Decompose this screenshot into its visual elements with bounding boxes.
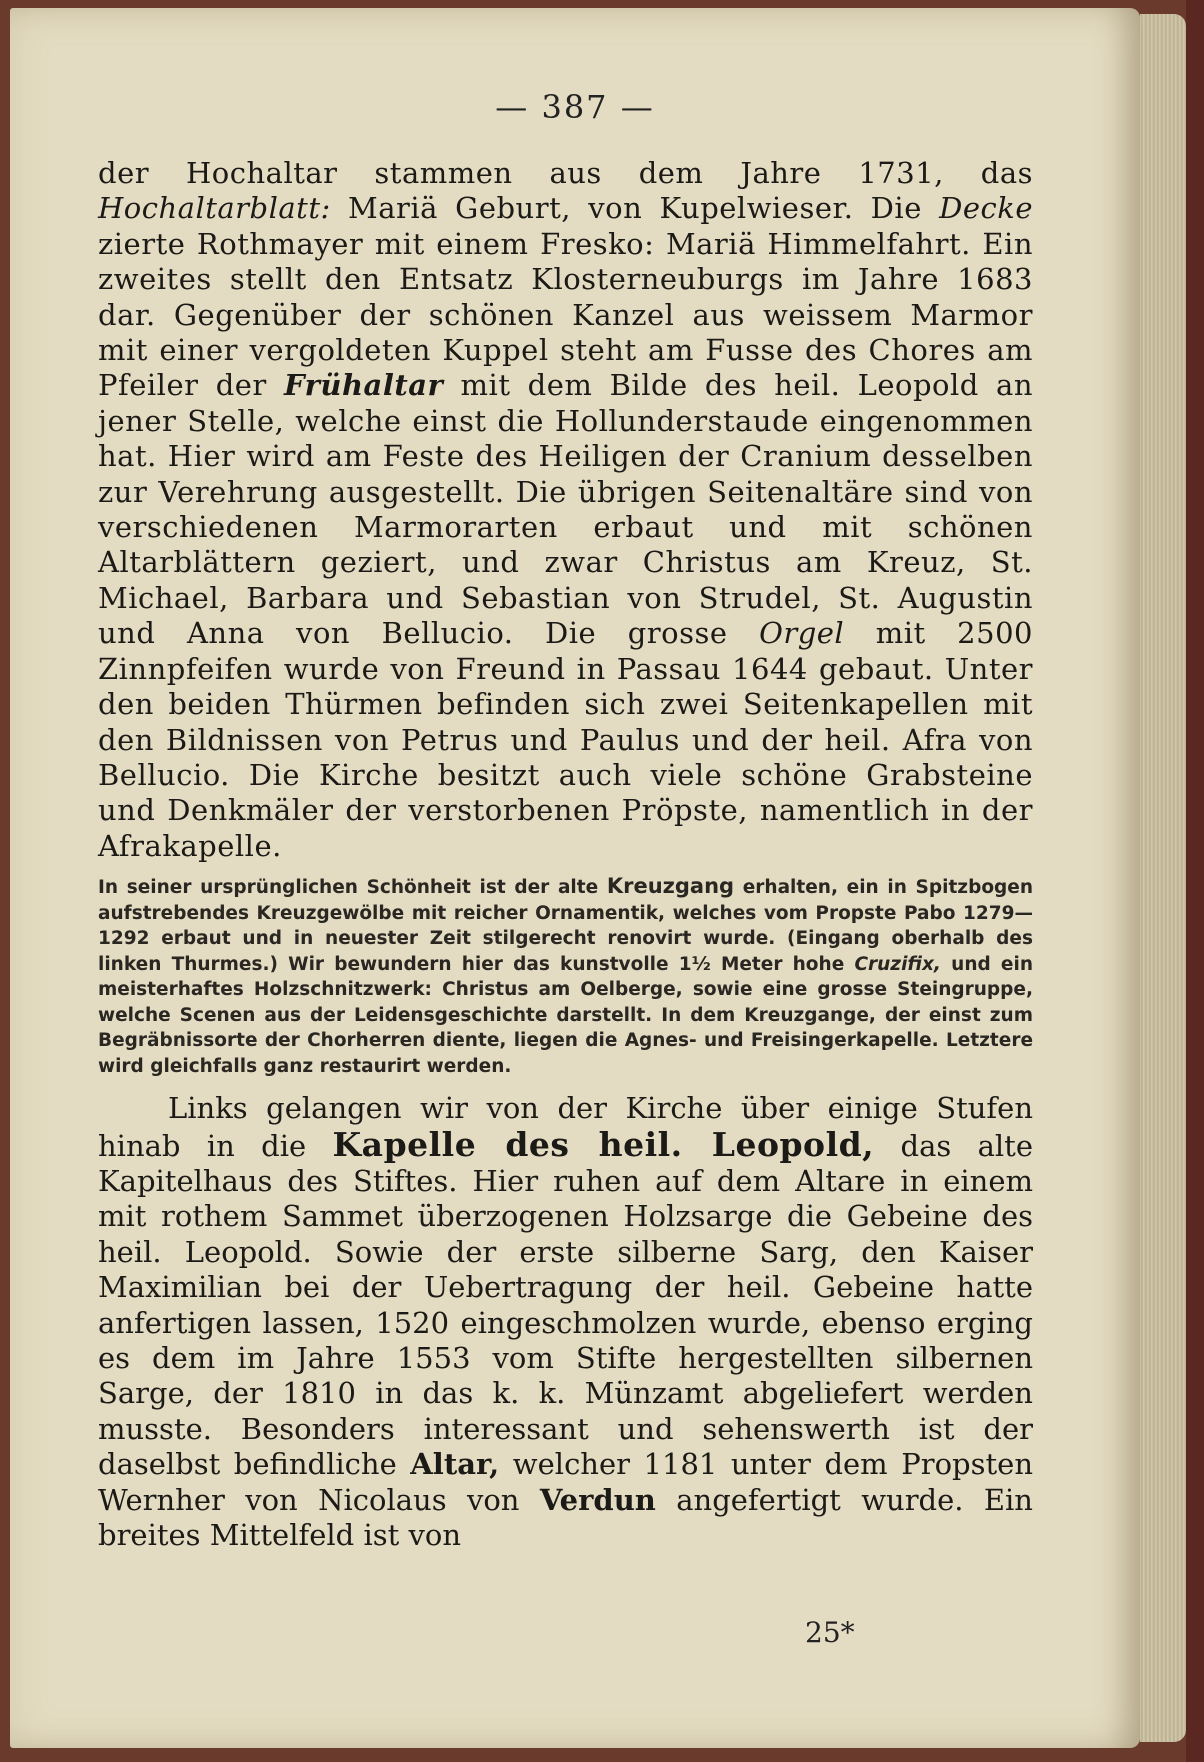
text-block xyxy=(98,156,1033,1553)
italic-term-hochaltarblatt: Hochaltarblatt: xyxy=(98,191,331,226)
bold-term-verdun: Verdun xyxy=(539,1482,656,1517)
book-cover-edge xyxy=(1186,0,1204,1762)
text-run: mit dem Bilde des heil. Leopold an jener Stelle, welche einst die Hollunderstaude eingenommen hat. Hier wird am Feste des Heiligen der Cranium desselben zur Verehrung ausgestellt. Die übrigen Seitenaltäre sind von verschiedenen Marmorarten erbaut und mit schönen Altarblättern geziert, und zwar Christus am Kreuz, St. Michael, Barbara und Sebastian von Strudel, St. Augustin und Anna von Bellucio. Die grosse xyxy=(98,368,1033,651)
italic-term-fruehaltar: Frühaltar xyxy=(284,368,444,403)
text-run: erhalten, ein in Spitzbogen aufstrebendes Kreuzgewölbe mit reicher Ornamentik, welches vom Propste Pabo 1279—1292 erbaut und in neuester Zeit stilgerecht renovirt wurde. (Eingang oberhalb des linken Thurmes.) Wir bewundern hier das kunstvolle 1½ Meter hohe xyxy=(98,877,1033,975)
italic-term-orgel: Orgel xyxy=(759,616,845,651)
text-run: angefertigt wurde. Ein breites Mittelfeld ist von xyxy=(98,1482,1033,1552)
bold-term-kreuzgang: Kreuzgang xyxy=(606,874,735,899)
page-number: — 387 — xyxy=(495,88,655,126)
text-run: zierte Rothmayer mit einem Fresko: Mariä Himmelfahrt. Ein zweites stellt den Entsatz Klosterneuburgs im Jahre 1683 dar. Gegenüber der schönen Kanzel aus weissem Marmor mit einer vergoldeten Kuppel steht am Fusse des Chores am Pfeiler der xyxy=(98,226,1033,403)
text-run: das alte Kapitelhaus des Stiftes. Hier ruhen auf dem Altare in einem mit rothem Sammet überzogenen Holzsarge die Gebeine des heil. Leopold. Sowie der erste silberne Sarg, den Kaiser Maximilian bei der Uebertragung der heil. Gebeine hatte anfertigen lassen, 1520 eingeschmolzen wurde, ebenso erging es dem im Jahre 1553 vom Stifte hergestellten silbernen Sarge, der 1810 in das k. k. Münzamt abgeliefert werden musste. Besonders interessant und sehenswerth ist der daselbst befindliche xyxy=(98,1128,1033,1482)
page-edges xyxy=(1140,14,1186,1742)
text-run: welcher 1181 unter dem Propsten Wernher von Nicolaus von xyxy=(98,1447,1033,1517)
italic-term-cruzifix: Cruzifix, xyxy=(854,953,941,975)
bold-term-kapelle: Kapelle des heil. Leopold, xyxy=(332,1124,875,1164)
text-run: mit 2500 Zinnpfeifen wurde von Freund in Passau 1644 gebaut. Unter den beiden Thürmen befinden sich zwei Seitenkapellen mit den Bildnissen von Petrus und Paulus und der heil. Afra von Bellucio. Die Kirche besitzt auch viele schöne Grabsteine und Denkmäler der verstorbenen Pröpste, namentlich in der Afrakapelle. xyxy=(98,616,1033,863)
text-run: In seiner ursprünglichen Schönheit ist der alte xyxy=(98,877,607,899)
smallprint-kreuzgang xyxy=(98,874,1033,1079)
signature-mark: 25* xyxy=(805,1616,855,1649)
text-run: Links gelangen wir von der Kirche über einige Stufen hinab in die xyxy=(98,1091,1033,1163)
text-run: der Hochaltar stammen aus dem Jahre 1731, das xyxy=(98,156,1033,190)
text-run: Mariä Geburt, von Kupelwieser. Die xyxy=(330,191,940,226)
book-page xyxy=(10,8,1140,1748)
paragraph-church-interior xyxy=(98,156,1033,864)
text-run: und ein meisterhaftes Holzschnitzwerk: Christus am Oelberge, sowie eine grosse Steingruppe, welche Scenen aus der Leidensgeschichte darstellt. In dem Kreuzgange, der einst zum Begräbnissorte der Chorherren diente, liegen die Agnes- und Freisingerkapelle. Letztere wird gleichfalls ganz restaurirt werden. xyxy=(98,953,1033,1077)
paragraph-kapelle-leopold xyxy=(98,1091,1033,1553)
italic-term-decke: Decke xyxy=(939,191,1033,226)
bold-term-altar: Altar, xyxy=(410,1447,500,1482)
